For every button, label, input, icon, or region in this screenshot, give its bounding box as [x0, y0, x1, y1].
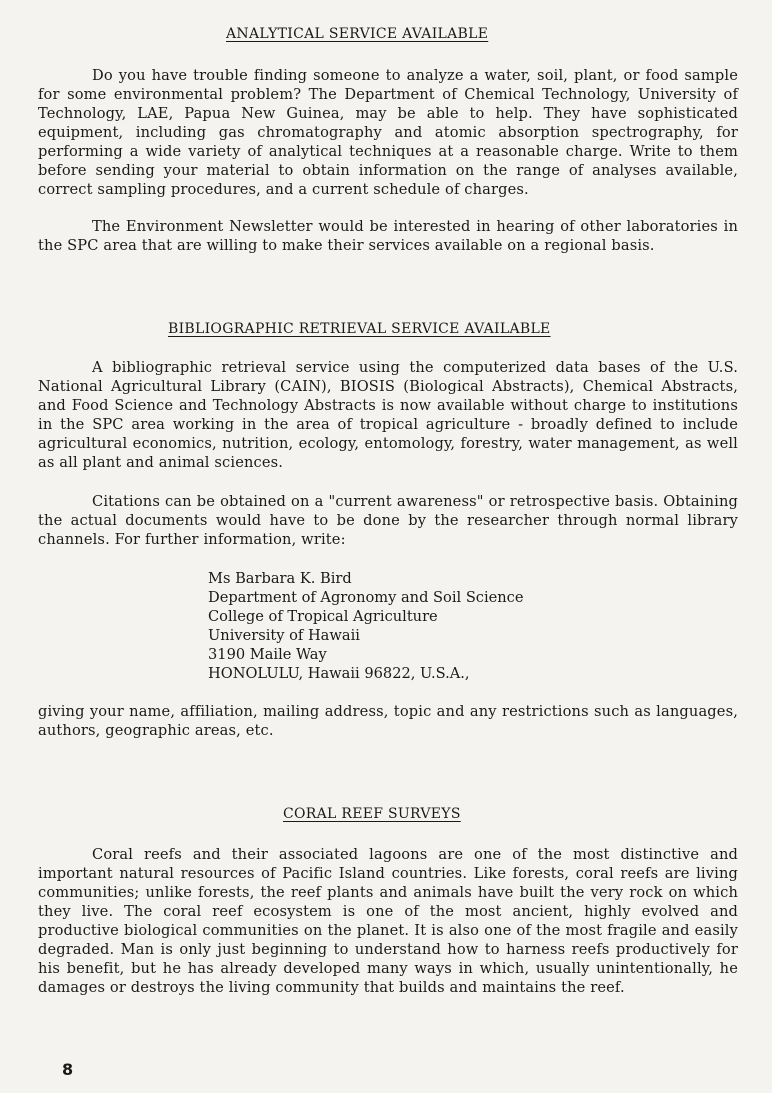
address-line: HONOLULU, Hawaii 96822, U.S.A.,: [208, 665, 470, 682]
paragraph-newsletter-note: The Environment Newsletter would be interested in hearing of other laboratories in the SPC area that are willing to make their services available on a regional basis.: [38, 218, 738, 254]
paragraph-analytical-intro: Do you have trouble finding someone to analyze a water, soil, plant, or food sample for some environmental problem? The Department of Chemical Technology, University of Technology, LAE, Papua New Guinea, may be able to help. They have sophisticated equipment, including gas chromatography and atomic absorption spectrography, for performing a wide variety of analytical techniques at a reasonable charge. Write to them before sending your material to obtain information on the range of analyses available, correct sampling procedures, and a current schedule of charges.: [38, 67, 738, 198]
page-number: 8: [62, 1060, 74, 1079]
address-line: Ms Barbara K. Bird: [208, 570, 352, 587]
paragraph-bibliographic-intro: A bibliographic retrieval service using the computerized data bases of the U.S. National Agricultural Library (CAIN), BIOSIS (Biological Abstracts), Chemical Abstracts, and Food Science and Technology Abstracts is now available without charge to institutions in the SPC area working in the area of tropical agriculture - broadly defined to include agricultural economics, nutrition, ecology, entomology, forestry, water management, as well as all plant and animal sciences.: [38, 359, 738, 471]
heading-analytical-service: ANALYTICAL SERVICE AVAILABLE: [226, 26, 489, 42]
address-line: Department of Agronomy and Soil Science: [208, 589, 524, 606]
address-line: University of Hawaii: [208, 627, 360, 644]
mailing-address: [208, 569, 524, 683]
paragraph-closing-instructions: giving your name, affiliation, mailing address, topic and any restrictions such as languages, authors, geographic areas, etc.: [38, 703, 738, 739]
heading-coral-reef-surveys: CORAL REEF SURVEYS: [283, 806, 461, 822]
heading-bibliographic-service: BIBLIOGRAPHIC RETRIEVAL SERVICE AVAILABLE: [168, 321, 551, 337]
address-line: 3190 Maile Way: [208, 646, 327, 663]
address-line: College of Tropical Agriculture: [208, 608, 438, 625]
paragraph-citations: Citations can be obtained on a "current awareness" or retrospective basis. Obtaining the actual documents would have to be done by the researcher through normal library channels. For further information, write:: [38, 493, 738, 548]
paragraph-coral-reefs: Coral reefs and their associated lagoons are one of the most distinctive and important natural resources of Pacific Island countries. Like forests, coral reefs are living communities; unlike forests, the reef plants and animals have built the very rock on which they live. The coral reef ecosystem is one of the most ancient, highly evolved and productive biological communities on the planet. It is also one of the most fragile and easily degraded. Man is only just beginning to understand how to harness reefs productively for his benefit, but he has already developed many ways in which, usually unintentionally, he damages or destroys the living community that builds and maintains the reef.: [38, 846, 738, 996]
